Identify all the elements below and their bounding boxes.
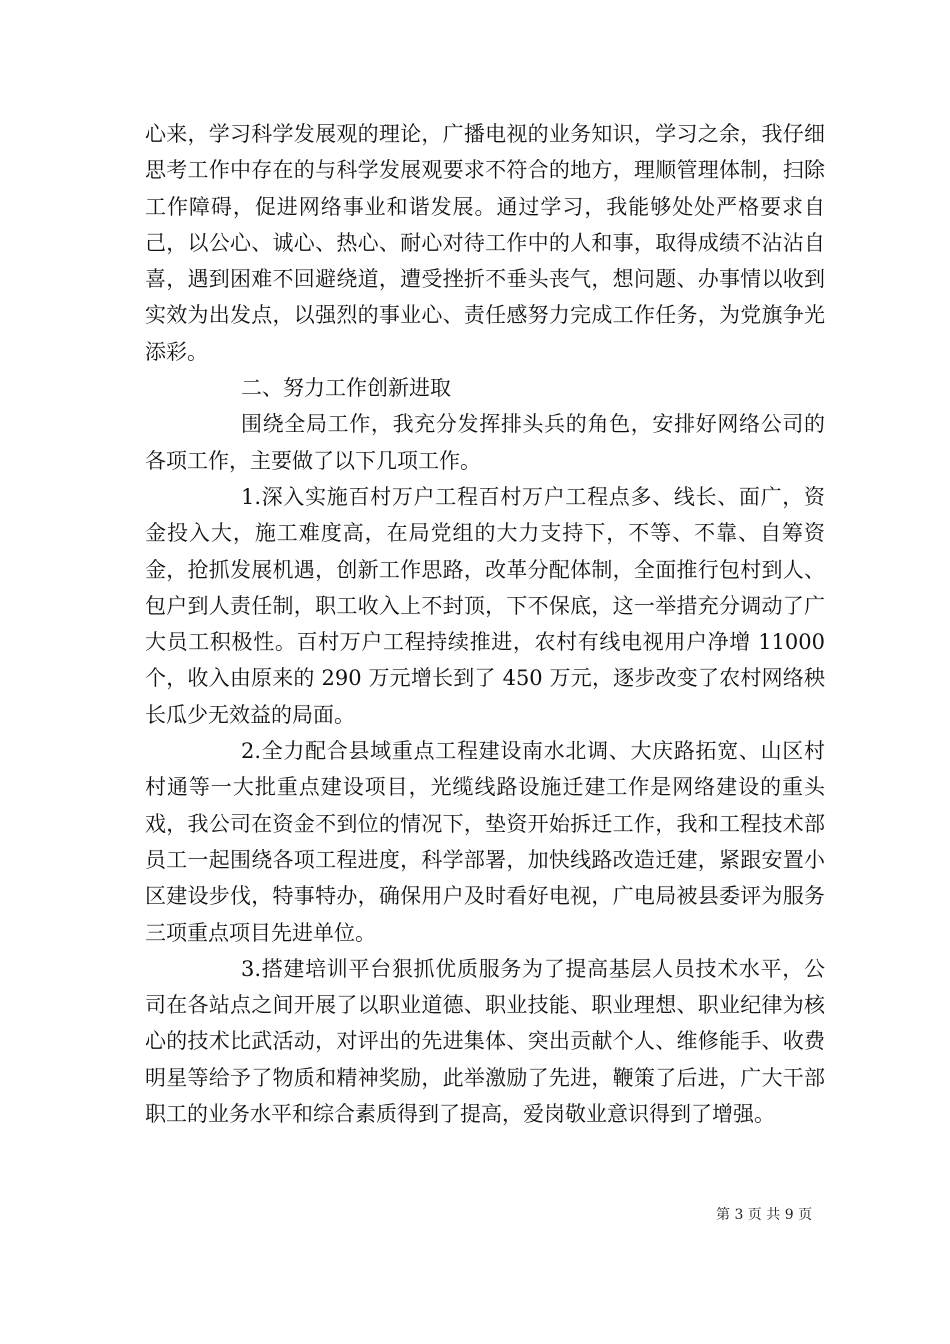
section-heading: 二、努力工作创新进取 [241, 376, 451, 401]
paragraph-item-1: 1.深入实施百村万户工程百村万户工程点多、线长、面广，资金投入大，施工难度高，在局党组的大力支持下，不等、不靠、自筹资金，抢抓发展机遇，创新工作思路，改革分配体制，全面推行包村到人、包户到人责任制，职工收入上不封顶，下不保底，这一举措充分调动了广大员工积极性。百村万户工程持续推进，农村有线电视用户净增 11000 个，收入由原来的 290 万元增长到了 450 万元，逐步改变了农村网络秧长瓜少无效益的局面。 [145, 484, 825, 727]
page-number-footer: 第 3 页 共 9 页 [716, 1207, 813, 1223]
paragraph-intro: 围绕全局工作，我充分发挥排头兵的角色，安排好网络公司的各项工作，主要做了以下几项工作。 [145, 412, 825, 473]
paragraph-item-3: 3.搭建培训平台狠抓优质服务为了提高基层人员技术水平，公司在各站点之间开展了以职业道德、职业技能、职业理想、职业纪律为核心的技术比武活动，对评出的先进集体、突出贡献个人、维修能手、收费明星等给予了物质和精神奖励，此举激励了先进，鞭策了后进，广大干部职工的业务水平和综合素质得到了提高，爱岗敬业意识得到了增强。 [145, 956, 825, 1127]
paragraph-continuation: 心来，学习科学发展观的理论，广播电视的业务知识，学习之余，我仔细思考工作中存在的与科学发展观要求不符合的地方，理顺管理体制，扫除工作障碍，促进网络事业和谐发展。通过学习，我能够处处严格要求自己，以公心、诚心、热心、耐心对待工作中的人和事，取得成绩不沾沾自喜，遇到困难不回避绕道，遭受挫折不垂头丧气，想问题、办事情以收到实效为出发点，以强烈的事业心、责任感努力完成工作任务，为党旗争光添彩。 [145, 122, 825, 364]
body-text [145, 116, 825, 1132]
paragraph-item-2: 2.全力配合县域重点工程建设南水北调、大庆路拓宽、山区村村通等一大批重点建设项目，光缆线路设施迁建工作是网络建设的重头戏，我公司在资金不到位的情况下，垫资开始拆迁工作，我和工程技术部员工一起围绕各项工程进度，科学部署，加快线路改造迁建，紧跟安置小区建设步伐，特事特办，确保用户及时看好电视，广电局被县委评为服务三项重点项目先进单位。 [145, 739, 825, 945]
